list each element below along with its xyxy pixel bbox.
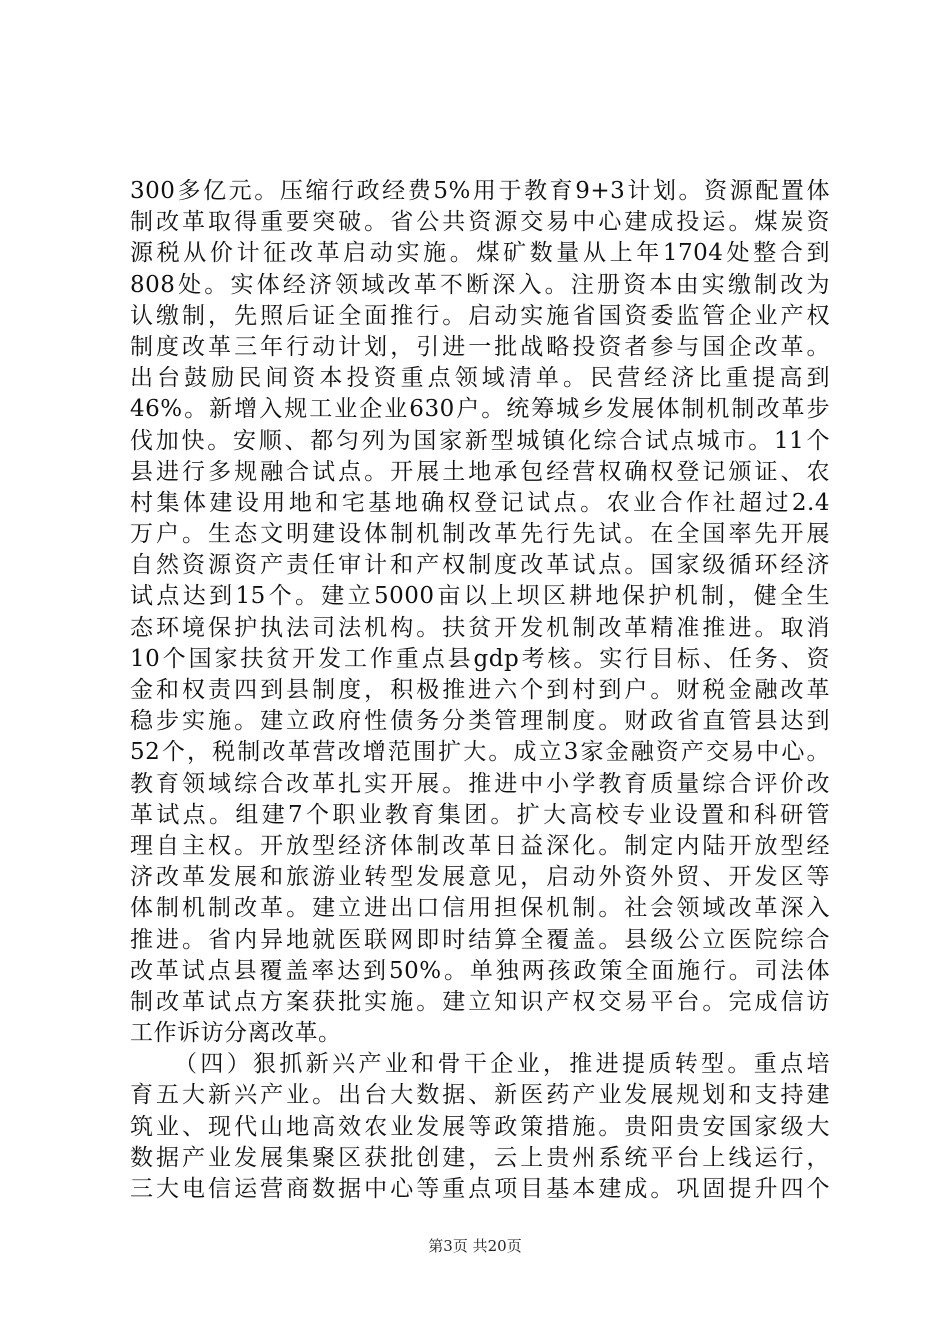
text-line: 伐加快。安顺、都匀列为国家新型城镇化综合试点城市。11个	[130, 427, 830, 454]
text-line: 理自主权。开放型经济体制改革日益深化。制定内陆开放型经	[130, 832, 830, 859]
text-line: 自然资源资产责任审计和产权制度改革试点。国家级循环经济	[130, 552, 830, 579]
text-line: 工作诉访分离改革。	[130, 1020, 342, 1047]
text-line: 教育领域综合改革扎实开展。推进中小学教育质量综合评价改	[130, 770, 830, 797]
text-line: 制度改革三年行动计划，引进一批战略投资者参与国企改革。	[130, 333, 830, 360]
text-line: 改革试点县覆盖率达到50%。单独两孩政策全面施行。司法体	[130, 957, 830, 984]
text-line: 村集体建设用地和宅基地确权登记试点。农业合作社超过2.4	[130, 489, 830, 516]
text-line: 稳步实施。建立政府性债务分类管理制度。财政省直管县达到	[130, 708, 830, 735]
text-line: 县进行多规融合试点。开展土地承包经营权确权登记颁证、农	[130, 458, 830, 485]
text-line: 制改革取得重要突破。省公共资源交易中心建成投运。煤炭资	[130, 209, 830, 236]
text-line: 808处。实体经济领域改革不断深入。注册资本由实缴制改为	[130, 271, 830, 298]
text-line: 筑业、现代山地高效农业发展等政策措施。贵阳贵安国家级大	[130, 1113, 830, 1140]
text-line: 制改革试点方案获批实施。建立知识产权交易平台。完成信访	[130, 988, 830, 1015]
text-line: 数据产业发展集聚区获批创建，云上贵州系统平台上线运行，	[130, 1144, 830, 1171]
text-line: 金和权责四到县制度，积极推进六个到村到户。财税金融改革	[130, 677, 830, 703]
text-line: （四）狠抓新兴产业和骨干企业，推进提质转型。重点培	[174, 1051, 830, 1078]
text-line: 300多亿元。压缩行政经费5%用于教育9+3计划。资源配置体	[130, 178, 830, 204]
text-line: 52个，税制改革营改增范围扩大。成立3家金融资产交易中心。	[130, 739, 830, 766]
text-line: 三大电信运营商数据中心等重点项目基本建成。巩固提升四个	[130, 1176, 830, 1202]
text-line: 10个国家扶贫开发工作重点县gdp考核。实行目标、任务、资	[130, 645, 830, 672]
text-line: 试点达到15个。建立5000亩以上坝区耕地保护机制，健全生	[130, 583, 830, 610]
text-line: 革试点。组建7个职业教育集团。扩大高校专业设置和科研管	[130, 801, 830, 828]
body-text	[130, 176, 830, 1205]
text-line: 出台鼓励民间资本投资重点领域清单。民营经济比重提高到	[130, 365, 830, 392]
page-footer: 第3页 共20页	[428, 1237, 522, 1255]
text-line: 育五大新兴产业。出台大数据、新医药产业发展规划和支持建	[130, 1082, 830, 1109]
text-line: 济改革发展和旅游业转型发展意见，启动外资外贸、开发区等	[130, 864, 830, 891]
text-line: 体制机制改革。建立进出口信用担保机制。社会领域改革深入	[130, 895, 830, 922]
text-line: 认缴制，先照后证全面推行。启动实施省国资委监管企业产权	[130, 302, 830, 329]
text-line: 推进。省内异地就医联网即时结算全覆盖。县级公立医院综合	[130, 926, 830, 953]
text-line: 态环境保护执法司法机构。扶贫开发机制改革精准推进。取消	[130, 614, 830, 641]
text-line: 46%。新增入规工业企业630户。统筹城乡发展体制机制改革步	[130, 396, 830, 423]
text-line: 源税从价计征改革启动实施。煤矿数量从上年1704处整合到	[130, 240, 830, 267]
text-line: 万户。生态文明建设体制机制改革先行先试。在全国率先开展	[130, 521, 830, 548]
